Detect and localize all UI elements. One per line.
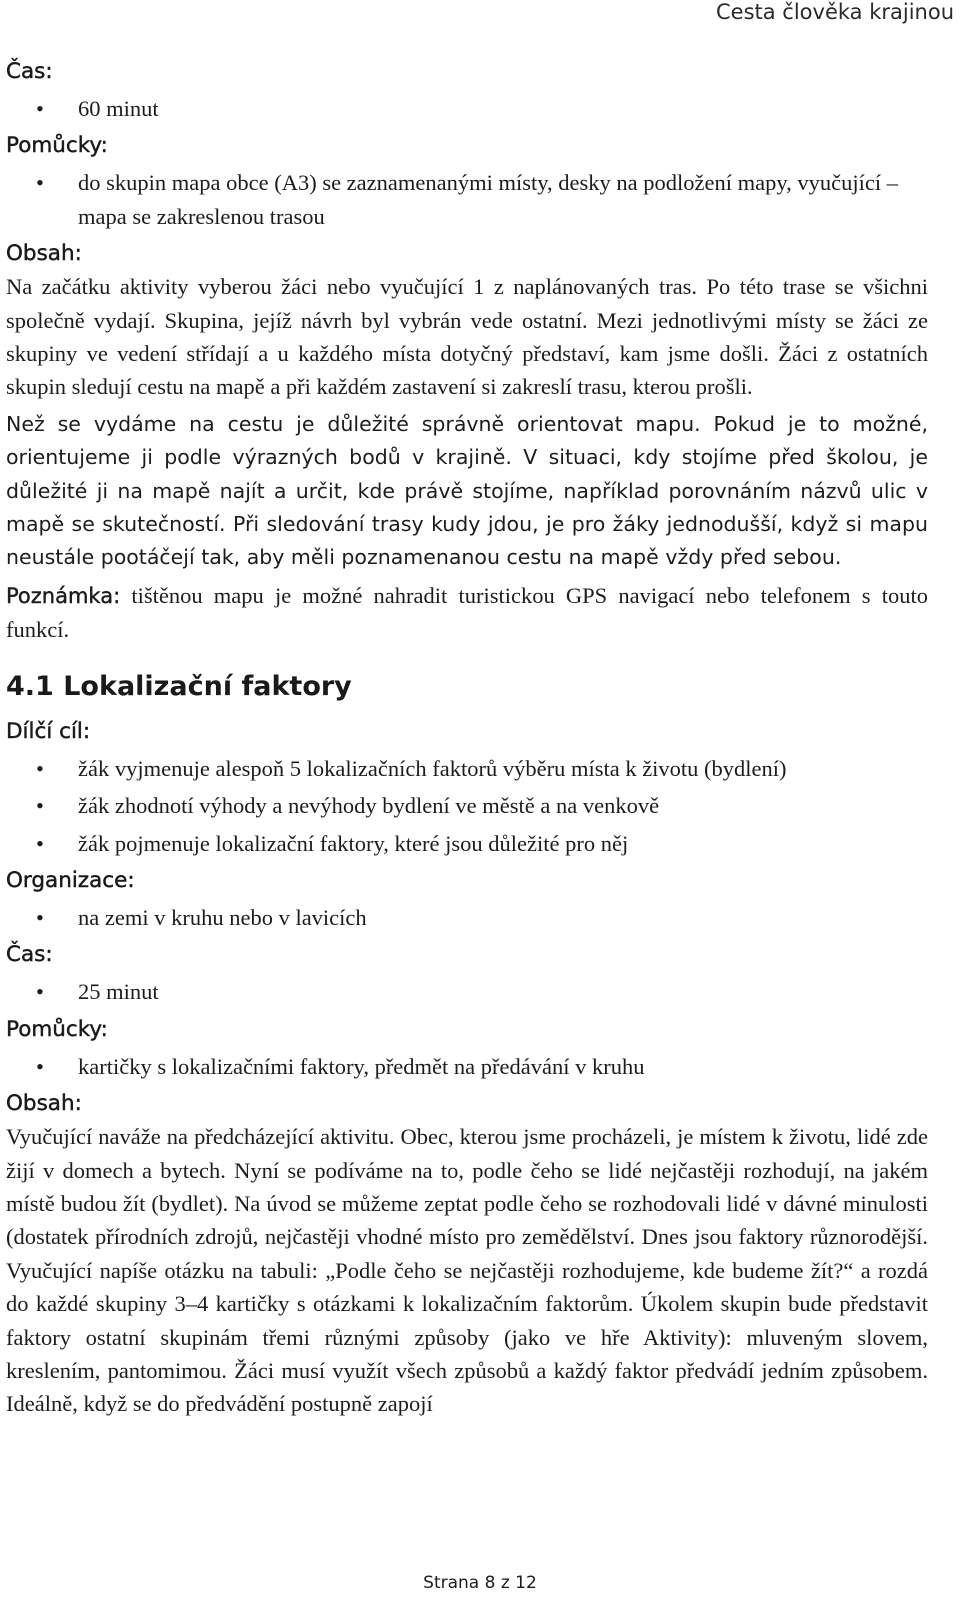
bullet-icon: • bbox=[36, 755, 44, 781]
page-number: Strana 8 z 12 bbox=[423, 1573, 537, 1593]
bullet-icon: • bbox=[36, 830, 44, 856]
cas-label: Čas: bbox=[6, 59, 53, 84]
note-paragraph bbox=[6, 579, 928, 647]
list-item: • 25 minut bbox=[6, 975, 928, 1008]
running-header: Cesta člověka krajinou bbox=[715, 0, 954, 24]
organizace-list bbox=[6, 901, 928, 934]
obsah-paragraph: Na začátku aktivity vyberou žáci nebo vyučující 1 z naplánovaných tras. Po této trase se všichni společně vydají. Skupina, jejíž návrh byl vybrán vede ostatní. Mezi jednotlivými místy se žáci ze skupiny ve vedení střídají a u každého místa dotyčný představí, kam jsme došli. Žáci z ostatních skupin sledují cestu na mapě a při každém zastavení si zakreslí trasu, kterou prošli. bbox=[6, 274, 928, 400]
list-item: • žák vyjmenuje alespoň 5 lokalizačních faktorů výběru místa k životu (bydlení) bbox=[6, 752, 928, 785]
pomucky-label: Pomůcky: bbox=[6, 1016, 108, 1042]
list-item: • do skupin mapa obce (A3) se zaznamenanými místy, desky na podložení mapy, vyučující – mapa se zakreslenou trasou bbox=[6, 166, 928, 233]
cas-label: Čas: bbox=[6, 942, 53, 968]
obsah-label: Obsah: bbox=[6, 241, 82, 267]
bullet-icon: • bbox=[36, 170, 44, 196]
note-label: Poznámka: bbox=[6, 583, 121, 608]
cas-list bbox=[6, 92, 928, 125]
dilci-cil-list bbox=[6, 752, 928, 860]
list-item: • na zemi v kruhu nebo v lavicích bbox=[6, 901, 928, 934]
list-item: • žák pojmenuje lokalizační faktory, které jsou důležité pro něj bbox=[6, 827, 928, 860]
obsah-label: Obsah: bbox=[6, 1091, 82, 1117]
pomucky-list bbox=[6, 1050, 928, 1083]
dilci-cil-label: Dílčí cíl: bbox=[6, 718, 91, 744]
bullet-icon: • bbox=[36, 96, 44, 121]
note-text: tištěnou mapu je možné nahradit turistickou GPS navigací nebo telefonem s touto funkcí. bbox=[6, 582, 928, 643]
bullet-icon: • bbox=[36, 793, 44, 819]
obsah-paragraph: Vyučující naváže na předcházející aktivitu. Obec, kterou jsme procházeli, je místem k životu, lidé zde žijí v domech a bytech. Nyní se podíváme na to, podle čeho se lidé nejčastěji rozhodují, na jakém místě budou žít (bydlet). Na úvod se můžeme zeptat podle čeho se rozhodovali lidé v dávné minulosti (dostatek přírodních zdrojů, nejčastěji vhodné místo pro zemědělství. Dnes jsou faktory různorodější. Vyučující napíše otázku na tabuli: „Podle čeho se nejčastěji rozhodujeme, kde budeme žít?“ a rozdá do každé skupiny 3–4 kartičky s otázkami k lokalizačním faktorům. Úkolem skupin bude představit faktory ostatní skupinám třemi různými způsoby (jako ve hře Aktivity): mluveným slovem, kreslením, pantomimou. Žáci musí využít všech způsobů a každý faktor předvádí jedním způsobem. Ideálně, když se do předvádění postupně zapojí bbox=[6, 1124, 928, 1417]
pomucky-label: Pomůcky: bbox=[6, 133, 108, 159]
bullet-icon: • bbox=[36, 1053, 44, 1079]
bullet-icon: • bbox=[36, 904, 44, 930]
cas-list bbox=[6, 975, 928, 1008]
orientation-paragraph: Než se vydáme na cestu je důležité správně orientovat mapu. Pokud je to možné, orientujeme ji podle výrazných bodů v krajině. V situaci, kdy stojíme před školou, je důležité ji na mapě najít a určit, kde právě stojíme, například porovnáním názvů ulic v mapě se skutečností. Při sledování trasy kudy jdou, je pro žáky jednodušší, když si mapu neustále pootáčejí tak, aby měli poznamenanou cestu na mapě vždy před sebou. bbox=[6, 411, 928, 570]
section-heading: 4.1 Lokalizační faktory bbox=[6, 670, 352, 702]
bullet-icon: • bbox=[36, 979, 44, 1005]
list-item: • 60 minut bbox=[6, 92, 928, 125]
list-item: • kartičky s lokalizačními faktory, předmět na předávání v kruhu bbox=[6, 1050, 928, 1083]
page-content bbox=[6, 55, 928, 1421]
list-item: • žák zhodnotí výhody a nevýhody bydlení ve městě a na venkově bbox=[6, 789, 928, 822]
organizace-label: Organizace: bbox=[6, 867, 135, 893]
pomucky-list bbox=[6, 166, 928, 233]
